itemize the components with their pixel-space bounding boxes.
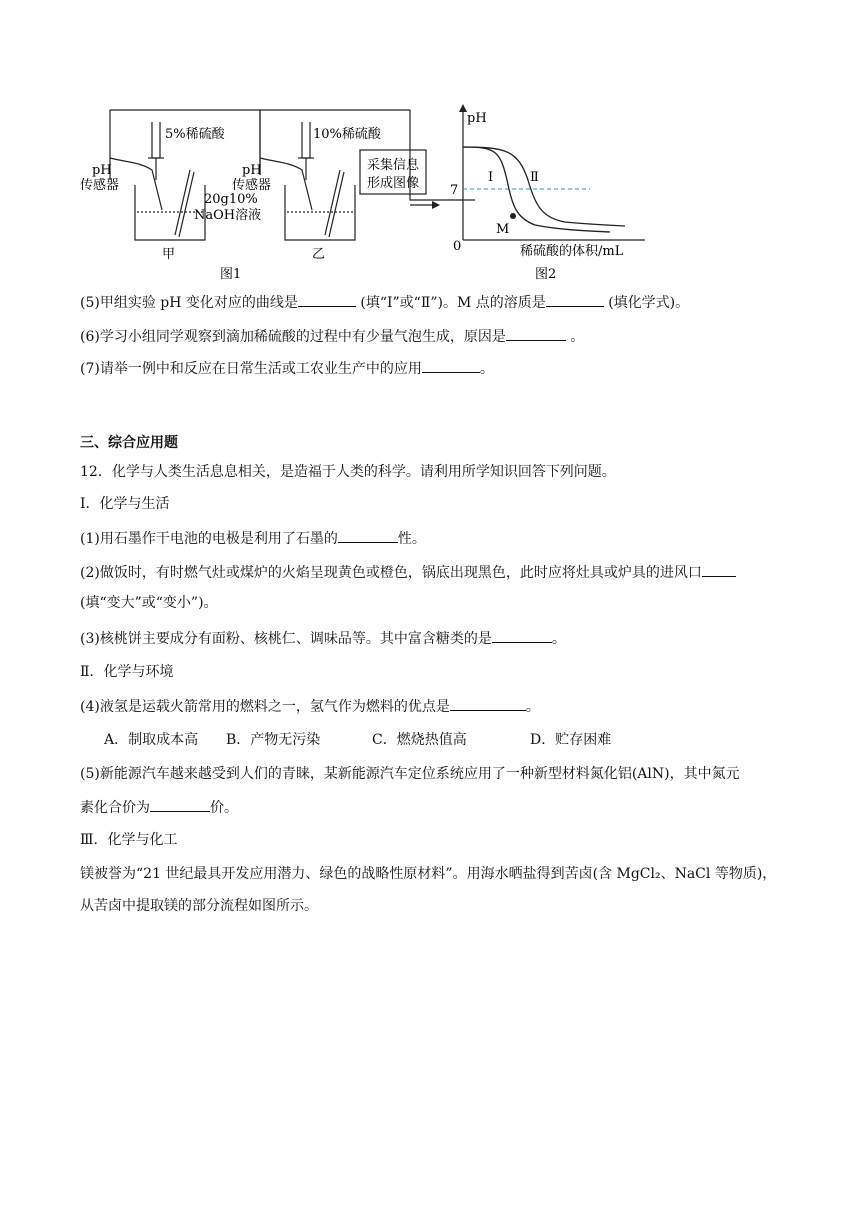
curve-I-label: Ⅰ <box>488 170 494 185</box>
chart-ylabel: pH <box>467 111 487 126</box>
solution-label-2: NaOH溶液 <box>194 208 262 223</box>
q12-5-line2: 素化合价为 价。 <box>80 797 238 818</box>
chart-origin: 0 <box>453 239 462 254</box>
option-d[interactable]: D．贮存困难 <box>530 732 612 748</box>
q12-3: (3)核桃饼主要成分有面粉、核桃仁、调味品等。其中富含糖类的是 。 <box>80 628 566 649</box>
q12-1: (1)用石墨作干电池的电极是利用了石墨的 性。 <box>80 528 426 549</box>
point-M <box>510 213 516 219</box>
collector-line-1: 采集信息 <box>366 158 420 173</box>
experiment-figure <box>70 100 670 290</box>
question-7: (7)请举一例中和反应在日常生活或工农业生产中的应用 。 <box>80 358 494 379</box>
part2-title: Ⅱ．化学与环境 <box>80 664 174 680</box>
q12-intro: 12．化学与人类生活息息相关，是造福于人类的科学。请利用所学知识回答下列问题。 <box>80 464 616 480</box>
question-6: (6)学习小组同学观察到滴加稀硫酸的过程中有少量气泡生成，原因是 。 <box>80 326 584 347</box>
right-sensor-label-2: 传感器 <box>232 178 272 193</box>
answer-blank-q12-4[interactable] <box>450 696 526 711</box>
mg-line-1: 镁被誉为“21 世纪最具开发应用潜力、绿色的战略性原材料”。用海水晒盐得到苦卤(含 MgCl₂、NaCl 等物质)， <box>80 866 777 882</box>
q12-4: (4)液氢是运载火箭常用的燃料之一，氢气作为燃料的优点是 。 <box>80 696 540 717</box>
collector-line-2: 形成图像 <box>366 176 420 191</box>
right-beaker-label: 乙 <box>312 247 326 262</box>
q12-2-line1: (2)做饭时，有时燃气灶或煤炉的火焰呈现黄色或橙色，锅底出现黑色，此时应将灶具或炉具的进风口 <box>80 562 736 583</box>
curve-II-label: Ⅱ <box>530 170 539 185</box>
mg-line-2: 从苦卤中提取镁的部分流程如图所示。 <box>80 898 318 914</box>
part1-title: Ⅰ．化学与生活 <box>80 496 170 512</box>
answer-blank-q12-5[interactable] <box>150 797 210 812</box>
right-acid-label: 10%稀硫酸 <box>313 127 381 142</box>
curve-II <box>463 147 625 226</box>
answer-blank-q12-3[interactable] <box>492 628 552 643</box>
option-a[interactable]: A．制取成本高 <box>104 732 199 748</box>
solution-label-1: 20g10% <box>204 192 258 207</box>
left-acid-label: 5%稀硫酸 <box>165 127 225 142</box>
answer-blank-q5-solute[interactable] <box>546 292 604 307</box>
section-heading: 三、综合应用题 <box>80 435 178 451</box>
option-c[interactable]: C．燃烧热值高 <box>372 732 467 748</box>
left-sensor-label-1: pH <box>92 163 112 178</box>
right-sensor-label-1: pH <box>242 163 262 178</box>
answer-blank-q6[interactable] <box>506 326 566 341</box>
part3-title: Ⅲ．化学与化工 <box>80 832 178 848</box>
chart-xlabel: 稀硫酸的体积/mL <box>520 244 624 259</box>
q12-5-line1: (5)新能源汽车越来越受到人们的青睐，某新能源汽车定位系统应用了一种新型材料氮化铝(AlN)，其中氮元 <box>80 766 740 782</box>
option-b[interactable]: B．产物无污染 <box>226 732 321 748</box>
chart-y-arrow <box>459 104 467 112</box>
left-beaker-label: 甲 <box>162 247 176 262</box>
fig2-caption: 图2 <box>535 267 557 282</box>
q12-2-line2: (填“变大”或“变小”)。 <box>80 595 218 611</box>
left-sensor-label-2: 传感器 <box>80 178 120 193</box>
fig1-caption: 图1 <box>220 267 242 282</box>
point-M-label: M <box>496 222 510 237</box>
answer-blank-q5-curve[interactable] <box>298 292 356 307</box>
answer-blank-q12-1[interactable] <box>338 528 398 543</box>
answer-blank-q7[interactable] <box>422 358 480 373</box>
chart-ref-label: 7 <box>450 183 459 198</box>
answer-blank-q12-2[interactable] <box>702 562 736 577</box>
ph-chart <box>450 104 645 259</box>
question-5: (5)甲组实验 pH 变化对应的曲线是 (填“Ⅰ”或“Ⅱ”)。M 点的溶质是 (填化学式)。 <box>80 292 689 313</box>
q12-4-options <box>104 730 611 750</box>
